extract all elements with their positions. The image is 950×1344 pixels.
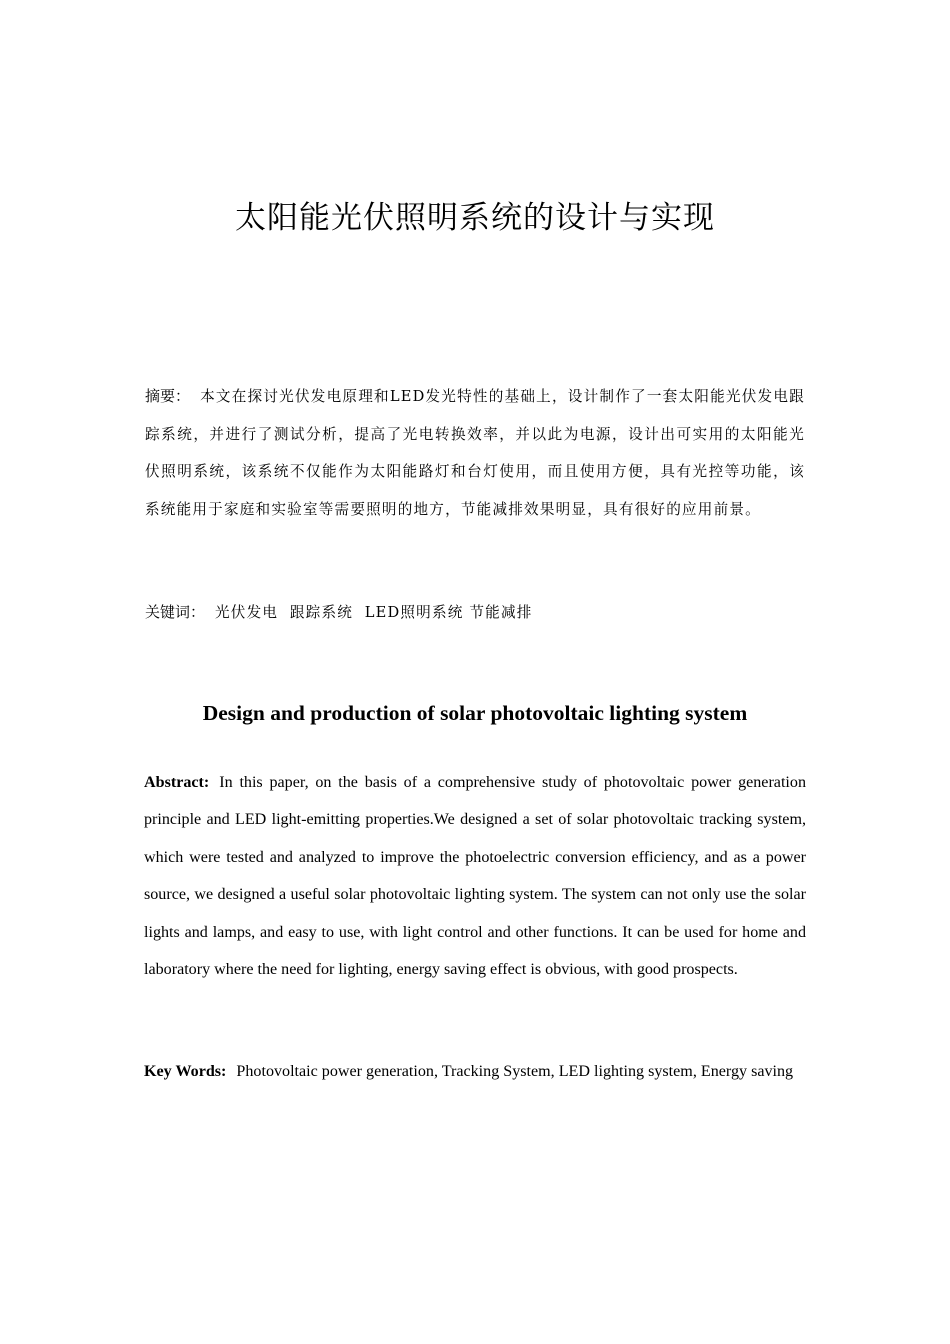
english-keywords-label: Key Words:	[144, 1063, 227, 1080]
english-title: Design and production of solar photovoltaic lighting system	[202, 701, 748, 725]
english-abstract-text: In this paper, on the basis of a comprehensive study of photovoltaic power generation principle and LED light-emitting properties.We designed a set of solar photovoltaic tracking system, which were tested and analyzed to improve the photoelectric conversion efficiency, and as a power source, we designed a useful solar photovoltaic lighting system. The system can not only use the solar lights and lamps, and easy to use, with light control and other functions. It can be used for home and laboratory where the need for lighting, energy saving effect is obvious, with good prospects.	[144, 774, 806, 979]
english-abstract-label: Abstract:	[144, 774, 210, 791]
chinese-abstract	[145, 378, 805, 528]
chinese-abstract-label: 摘要：	[145, 387, 191, 405]
english-keywords-text: Photovoltaic power generation, Tracking System, LED lighting system, Energy saving	[236, 1063, 794, 1080]
chinese-keywords-text: 光伏发电 跟踪系统 LED照明系统 节能减排	[215, 604, 533, 621]
english-keywords	[144, 1053, 806, 1090]
chinese-abstract-text: 本文在探讨光伏发电原理和LED发光特性的基础上，设计制作了一套太阳能光伏发电跟踪系统，并进行了测试分析，提高了光电转换效率，并以此为电源，设计出可实用的太阳能光伏照明系统，该系统不仅能作为太阳能路灯和台灯使用，而且使用方便，具有光控等功能，该系统能用于家庭和实验室等需要照明的地方，节能减排效果明显，具有很好的应用前景。	[145, 388, 805, 518]
chinese-title: 太阳能光伏照明系统的设计与实现	[235, 200, 715, 236]
chinese-keywords	[145, 594, 805, 631]
chinese-keywords-label: 关键词：	[145, 603, 206, 621]
english-abstract	[144, 764, 806, 988]
